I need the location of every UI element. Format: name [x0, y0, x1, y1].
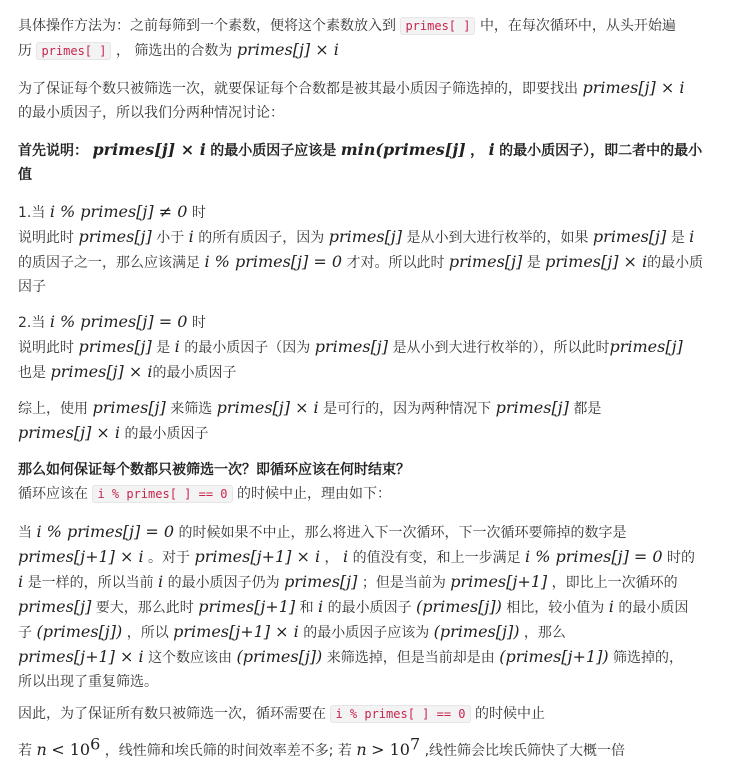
text: 都是 [573, 401, 602, 417]
text: 来筛选 [170, 401, 213, 417]
text: 时的 [667, 550, 696, 566]
text: 说明此时 [18, 340, 74, 356]
text: 子 [18, 625, 32, 641]
math-expr: primes[j+1] × i [194, 547, 321, 566]
text: ，所以 [126, 625, 169, 641]
text: 因子 [18, 279, 46, 295]
text: 说明此时 [18, 230, 74, 246]
inline-code-condition: i % primes[ ] == 0 [92, 485, 232, 503]
case-two [18, 310, 723, 385]
text: 是 [670, 230, 685, 246]
math-expr: primes[j] × i [582, 78, 685, 97]
inline-code-primes: primes[ ] [36, 42, 111, 60]
text: 若 [18, 743, 32, 759]
bold-text: 首先说明： [18, 143, 88, 159]
math-expr: (primes[j]) [416, 597, 502, 616]
math-expr: i [18, 572, 24, 591]
math-expr: i % primes[j] ≠ 0 [49, 202, 188, 221]
inline-code-primes: primes[ ] [400, 17, 475, 35]
math-expr: primes[j] [18, 597, 92, 616]
text: 筛选掉的， [613, 650, 684, 666]
text: ；但是当前为 [361, 575, 446, 591]
text: 是一样的，所以当前 [27, 575, 154, 591]
text: 具体操作方法为：之前每筛到一个素数，便将这个素数放入到 [18, 18, 396, 34]
text: 的时候如果不中止，那么将进入下一次循环，下一次循环要筛掉的数字是 [178, 525, 627, 541]
text: 所以出现了重复筛选。 [18, 674, 158, 690]
math-expr: primes[j] × i [92, 140, 206, 159]
intro-paragraph [18, 14, 723, 63]
math-expr: primes[j+1] [450, 572, 548, 591]
math-expr: > 10 [371, 740, 410, 759]
math-expr: primes[j+1] × i [18, 647, 144, 666]
text: 因此，为了保证所有数只被筛选一次，循环需要在 [18, 706, 326, 722]
summary-paragraph [18, 396, 723, 446]
text: 也是 [18, 365, 46, 381]
text: ，线性筛和埃氏筛的时间效率差不多; 若 [104, 743, 352, 759]
math-expr: primes[j] × i [545, 252, 648, 271]
text: 循环应该在 [18, 486, 88, 502]
text: 的最小质因子（因为 [184, 340, 311, 356]
math-expr: i [174, 337, 180, 356]
bold-text: 的最小质因子应该是 [210, 143, 337, 159]
text: 来筛选掉，但是当前却是由 [326, 650, 495, 666]
math-expr: primes[j] × i [50, 362, 153, 381]
bold-text: 的最小质因子），即二者中的最小 [499, 143, 703, 159]
math-expr: primes[j] [609, 337, 683, 356]
math-expr: primes[j] × i [18, 423, 120, 442]
math-expr: n [356, 740, 367, 759]
text: 历 [18, 43, 32, 59]
text: 是从小到大进行枚举的，如果 [406, 230, 589, 246]
math-expr: i % primes[j] = 0 [204, 252, 343, 271]
text: 1.当 [18, 205, 46, 221]
math-exponent: 7 [409, 734, 421, 754]
efficiency-paragraph [18, 734, 723, 763]
math-expr: n [36, 740, 47, 759]
question-paragraph [18, 458, 723, 506]
math-expr: i [488, 140, 495, 159]
text: ,线性筛会比埃氏筛快了大概一倍 [424, 743, 626, 759]
text: ，那么 [523, 625, 566, 641]
math-expr: primes[j] [78, 337, 152, 356]
text: 的最小质 [647, 255, 704, 271]
min-factor-paragraph [18, 76, 723, 125]
math-expr: primes[j] [328, 227, 403, 246]
math-expr: primes[j] [495, 398, 569, 417]
math-expr: i [608, 597, 614, 616]
text: 。对于 [148, 550, 191, 566]
bold-text: 值 [18, 167, 32, 183]
text: 的最小质因子 [152, 365, 237, 381]
math-expr: min(primes[j] [340, 140, 466, 159]
bold-question: 那么如何保证每个数都只被筛选一次？即循环应该在何时结束？ [18, 462, 410, 478]
math-expr: primes[j+1] × i [18, 547, 144, 566]
math-expr: primes[j] [314, 337, 389, 356]
text: 的时候中止，理由如下： [236, 486, 391, 502]
math-expr: primes[j] [592, 227, 667, 246]
math-expr: i [158, 572, 164, 591]
inline-code-condition: i % primes[ ] == 0 [330, 705, 470, 723]
math-expr: (primes[j]) [36, 622, 123, 641]
conclusion-paragraph [18, 702, 723, 726]
reason-paragraph [18, 520, 723, 694]
math-expr: primes[j] [284, 572, 358, 591]
math-expr: i % primes[j] = 0 [36, 522, 175, 541]
text: 才对。所以此时 [346, 255, 445, 271]
text: 时 [191, 315, 206, 331]
math-expr: i [689, 227, 695, 246]
text: 综上，使用 [18, 401, 88, 417]
math-expr: i [343, 547, 349, 566]
text: 是 [156, 340, 171, 356]
text: 的最小质因 [618, 600, 689, 616]
text: 和 [299, 600, 314, 616]
text: 的最小质因子，所以我们分两种情况讨论： [18, 105, 284, 121]
math-expr: i % primes[j] = 0 [525, 547, 663, 566]
text: 是 [526, 255, 541, 271]
math-expr: i [318, 597, 324, 616]
math-expr: primes[j+1] × i [173, 622, 299, 641]
case-one [18, 200, 723, 299]
text: 这个数应该由 [148, 650, 233, 666]
math-exponent: 6 [90, 734, 101, 754]
math-expr: primes[j] [78, 227, 152, 246]
math-expr: i [188, 227, 194, 246]
text: ， 筛选出的合数为 [115, 43, 233, 59]
math-expr: primes[j+1] [198, 597, 296, 616]
math-expr: primes[j] × i [236, 40, 339, 59]
text: 的时候中止 [474, 706, 545, 722]
math-expr: (primes[j]) [236, 647, 323, 666]
text: 的最小质因子应该为 [303, 625, 430, 641]
math-expr: primes[j] [92, 398, 166, 417]
math-expr: primes[j] [448, 252, 523, 271]
text: 相比，较小值为 [506, 600, 605, 616]
text: 时 [191, 205, 206, 221]
bold-text: ， [470, 143, 485, 159]
text: 2.当 [18, 315, 46, 331]
text: 的最小质因子 [124, 426, 209, 442]
text: 的质因子之一，那么应该满足 [18, 255, 200, 271]
math-expr: (primes[j+1]) [499, 647, 609, 666]
math-expr: (primes[j]) [433, 622, 520, 641]
text: ， [324, 550, 339, 566]
math-expr: i % primes[j] = 0 [49, 312, 188, 331]
text: 小于 [156, 230, 185, 246]
text: 当 [18, 525, 32, 541]
text: 中，在每次循环中，从头开始遍 [479, 18, 676, 34]
text: 是从小到大进行枚举的），所以此时 [392, 340, 610, 356]
text: 是可行的，因为两种情况下 [323, 401, 492, 417]
text: ，即比上一次循环的 [551, 575, 678, 591]
text: 的值没有变，和上一步满足 [352, 550, 521, 566]
math-expr: primes[j] × i [216, 398, 319, 417]
text: 的所有质因子，因为 [198, 230, 325, 246]
text: 要大，那么此时 [95, 600, 194, 616]
bold-statement [18, 138, 723, 187]
text: 为了保证每个数只被筛选一次，就要保证每个合数都是被其最小质因子筛选掉的，即要找出 [18, 81, 578, 97]
text: 的最小质因子 [327, 600, 412, 616]
text: 的最小质因子仍为 [167, 575, 280, 591]
math-expr: < 10 [51, 740, 91, 759]
